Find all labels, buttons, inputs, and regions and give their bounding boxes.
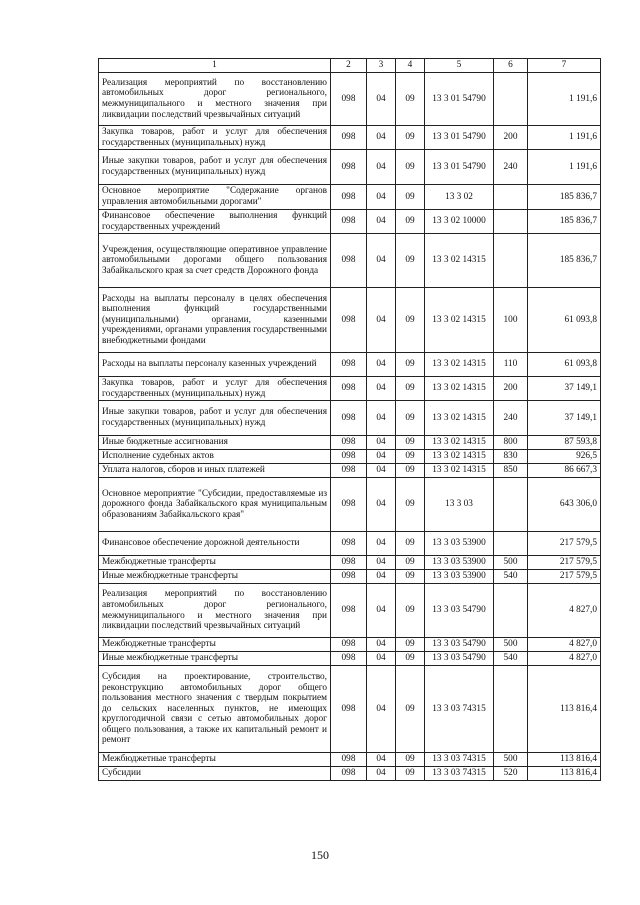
row-name-cell: Межбюджетные трансферты xyxy=(99,753,331,767)
row-name-cell: Основное мероприятие "Субсидии, предоставляемые из дорожного фонда Забайкальского края муниципальным образованиям Забайкальского края" xyxy=(99,478,331,532)
row-section-cell: 04 xyxy=(367,401,396,436)
row-code-cell: 098 xyxy=(331,652,367,666)
row-amount-cell: 217 579,5 xyxy=(528,570,601,584)
row-target-article-cell: 13 3 03 74315 xyxy=(425,753,494,767)
table-row xyxy=(99,478,601,532)
row-name-cell: Расходы на выплаты персоналу в целях обеспечения выполнения функций государственными (муниципальными) органами, казенными учреждениями, органами управления государственными внебюджетными фондами xyxy=(99,288,331,353)
header-col-6: 6 xyxy=(494,59,528,73)
row-section-cell: 04 xyxy=(367,666,396,753)
row-code-cell: 098 xyxy=(331,436,367,450)
row-name-cell: Субсидии xyxy=(99,767,331,781)
row-subsection-cell: 09 xyxy=(396,666,425,753)
table-row xyxy=(99,666,601,753)
row-expense-type-cell: 240 xyxy=(494,401,528,436)
table-row xyxy=(99,288,601,353)
row-expense-type-cell xyxy=(494,478,528,532)
row-code-cell: 098 xyxy=(331,767,367,781)
row-subsection-cell: 09 xyxy=(396,210,425,234)
row-section-cell: 04 xyxy=(367,652,396,666)
row-target-article-cell: 13 3 03 54790 xyxy=(425,584,494,638)
row-amount-cell: 87 593,8 xyxy=(528,436,601,450)
header-col-4: 4 xyxy=(396,59,425,73)
row-code-cell: 098 xyxy=(331,532,367,556)
row-target-article-cell: 13 3 01 54790 xyxy=(425,73,494,126)
table-row xyxy=(99,767,601,781)
page-number: 150 xyxy=(311,848,329,862)
row-subsection-cell: 09 xyxy=(396,638,425,652)
row-target-article-cell: 13 3 02 14315 xyxy=(425,234,494,288)
row-code-cell: 098 xyxy=(331,570,367,584)
table-row xyxy=(99,584,601,638)
row-target-article-cell: 13 3 02 14315 xyxy=(425,464,494,478)
row-section-cell: 04 xyxy=(367,478,396,532)
row-expense-type-cell xyxy=(494,185,528,210)
row-name-cell: Основное мероприятие "Содержание органов управления автомобильными дорогами" xyxy=(99,185,331,210)
row-subsection-cell: 09 xyxy=(396,73,425,126)
row-code-cell: 098 xyxy=(331,288,367,353)
row-target-article-cell: 13 3 02 14315 xyxy=(425,436,494,450)
row-expense-type-cell: 110 xyxy=(494,353,528,377)
table-row xyxy=(99,377,601,401)
row-subsection-cell: 09 xyxy=(396,767,425,781)
row-amount-cell: 1 191,6 xyxy=(528,73,601,126)
row-subsection-cell: 09 xyxy=(396,464,425,478)
row-expense-type-cell: 800 xyxy=(494,436,528,450)
row-code-cell: 098 xyxy=(331,478,367,532)
row-expense-type-cell: 540 xyxy=(494,570,528,584)
row-name-cell: Иные межбюджетные трансферты xyxy=(99,570,331,584)
row-name-cell: Иные бюджетные ассигнования xyxy=(99,436,331,450)
row-name-cell: Иные межбюджетные трансферты xyxy=(99,652,331,666)
row-name-cell: Закупка товаров, работ и услуг для обеспечения государственных (муниципальных) нужд xyxy=(99,126,331,150)
row-target-article-cell: 13 3 02 14315 xyxy=(425,401,494,436)
table-row xyxy=(99,353,601,377)
row-target-article-cell: 13 3 02 14315 xyxy=(425,450,494,464)
row-section-cell: 04 xyxy=(367,464,396,478)
row-target-article-cell: 13 3 02 10000 xyxy=(425,210,494,234)
row-subsection-cell: 09 xyxy=(396,584,425,638)
row-target-article-cell: 13 3 02 14315 xyxy=(425,288,494,353)
row-expense-type-cell: 500 xyxy=(494,753,528,767)
table-row xyxy=(99,150,601,185)
row-target-article-cell: 13 3 03 74315 xyxy=(425,767,494,781)
table-row xyxy=(99,570,601,584)
header-col-1: 1 xyxy=(99,59,331,73)
row-target-article-cell: 13 3 03 74315 xyxy=(425,666,494,753)
row-name-cell: Иные закупки товаров, работ и услуг для обеспечения государственных (муниципальных) нужд xyxy=(99,401,331,436)
row-section-cell: 04 xyxy=(367,150,396,185)
row-name-cell: Финансовое обеспечение дорожной деятельности xyxy=(99,532,331,556)
row-expense-type-cell: 200 xyxy=(494,126,528,150)
row-subsection-cell: 09 xyxy=(396,532,425,556)
row-name-cell: Исполнение судебных актов xyxy=(99,450,331,464)
row-code-cell: 098 xyxy=(331,353,367,377)
row-subsection-cell: 09 xyxy=(396,753,425,767)
row-amount-cell: 185 836,7 xyxy=(528,210,601,234)
row-section-cell: 04 xyxy=(367,210,396,234)
row-code-cell: 098 xyxy=(331,401,367,436)
row-expense-type-cell: 850 xyxy=(494,464,528,478)
table-row xyxy=(99,234,601,288)
row-code-cell: 098 xyxy=(331,234,367,288)
table-row xyxy=(99,753,601,767)
row-amount-cell: 4 827,0 xyxy=(528,584,601,638)
row-target-article-cell: 13 3 02 14315 xyxy=(425,377,494,401)
row-section-cell: 04 xyxy=(367,753,396,767)
row-section-cell: 04 xyxy=(367,584,396,638)
row-expense-type-cell xyxy=(494,234,528,288)
table-row xyxy=(99,210,601,234)
row-expense-type-cell: 500 xyxy=(494,638,528,652)
row-name-cell: Иные закупки товаров, работ и услуг для обеспечения государственных (муниципальных) нужд xyxy=(99,150,331,185)
row-section-cell: 04 xyxy=(367,377,396,401)
row-target-article-cell: 13 3 01 54790 xyxy=(425,126,494,150)
row-amount-cell: 61 093,8 xyxy=(528,353,601,377)
row-name-cell: Учреждения, осуществляющие оперативное управление автомобильными дорогами общего пользования Забайкальского края за счет средств Дорожного фонда xyxy=(99,234,331,288)
row-code-cell: 098 xyxy=(331,753,367,767)
row-expense-type-cell: 520 xyxy=(494,767,528,781)
row-section-cell: 04 xyxy=(367,288,396,353)
row-amount-cell: 113 816,4 xyxy=(528,767,601,781)
row-code-cell: 098 xyxy=(331,126,367,150)
row-amount-cell: 185 836,7 xyxy=(528,234,601,288)
row-section-cell: 04 xyxy=(367,556,396,570)
table-header xyxy=(99,59,601,73)
row-section-cell: 04 xyxy=(367,185,396,210)
row-section-cell: 04 xyxy=(367,73,396,126)
row-target-article-cell: 13 3 01 54790 xyxy=(425,150,494,185)
header-col-5: 5 xyxy=(425,59,494,73)
row-expense-type-cell xyxy=(494,210,528,234)
row-section-cell: 04 xyxy=(367,126,396,150)
row-code-cell: 098 xyxy=(331,464,367,478)
row-subsection-cell: 09 xyxy=(396,556,425,570)
row-code-cell: 098 xyxy=(331,584,367,638)
table-row xyxy=(99,73,601,126)
row-amount-cell: 643 306,0 xyxy=(528,478,601,532)
row-section-cell: 04 xyxy=(367,570,396,584)
row-expense-type-cell xyxy=(494,666,528,753)
table-row xyxy=(99,450,601,464)
row-code-cell: 098 xyxy=(331,556,367,570)
row-name-cell: Реализация мероприятий по восстановлению автомобильных дорог регионального, межмуниципального и местного значения при ликвидации последствий чрезвычайных ситуаций xyxy=(99,584,331,638)
row-section-cell: 04 xyxy=(367,353,396,377)
row-subsection-cell: 09 xyxy=(396,353,425,377)
row-target-article-cell: 13 3 03 54790 xyxy=(425,652,494,666)
row-target-article-cell: 13 3 03 53900 xyxy=(425,556,494,570)
row-name-cell: Закупка товаров, работ и услуг для обеспечения государственных (муниципальных) нужд xyxy=(99,377,331,401)
row-code-cell: 098 xyxy=(331,377,367,401)
row-subsection-cell: 09 xyxy=(396,652,425,666)
row-expense-type-cell: 500 xyxy=(494,556,528,570)
row-subsection-cell: 09 xyxy=(396,570,425,584)
row-subsection-cell: 09 xyxy=(396,288,425,353)
row-target-article-cell: 13 3 03 53900 xyxy=(425,570,494,584)
table-row xyxy=(99,652,601,666)
row-name-cell: Субсидия на проектирование, строительство, реконструкцию автомобильных дорог общего пользования местного значения с твердым покрытием до сельских населенных пунктов, не имеющих круглогодичной связи с сетью автомобильных дорог общего пользования, а также их капитальный ремонт и ремонт xyxy=(99,666,331,753)
row-amount-cell: 113 816,4 xyxy=(528,666,601,753)
row-section-cell: 04 xyxy=(367,234,396,288)
header-col-7: 7 xyxy=(528,59,601,73)
table-row xyxy=(99,126,601,150)
row-amount-cell: 37 149,1 xyxy=(528,377,601,401)
row-section-cell: 04 xyxy=(367,638,396,652)
row-expense-type-cell xyxy=(494,73,528,126)
row-expense-type-cell: 830 xyxy=(494,450,528,464)
row-amount-cell: 217 579,5 xyxy=(528,556,601,570)
row-amount-cell: 61 093,8 xyxy=(528,288,601,353)
row-section-cell: 04 xyxy=(367,436,396,450)
row-amount-cell: 1 191,6 xyxy=(528,150,601,185)
row-target-article-cell: 13 3 02 xyxy=(425,185,494,210)
row-expense-type-cell: 200 xyxy=(494,377,528,401)
row-amount-cell: 37 149,1 xyxy=(528,401,601,436)
row-subsection-cell: 09 xyxy=(396,234,425,288)
row-code-cell: 098 xyxy=(331,150,367,185)
row-name-cell: Межбюджетные трансферты xyxy=(99,556,331,570)
row-section-cell: 04 xyxy=(367,767,396,781)
row-section-cell: 04 xyxy=(367,532,396,556)
row-expense-type-cell xyxy=(494,532,528,556)
row-amount-cell: 1 191,6 xyxy=(528,126,601,150)
row-name-cell: Межбюджетные трансферты xyxy=(99,638,331,652)
row-name-cell: Уплата налогов, сборов и иных платежей xyxy=(99,464,331,478)
header-col-2: 2 xyxy=(331,59,367,73)
row-amount-cell: 185 836,7 xyxy=(528,185,601,210)
table-row xyxy=(99,638,601,652)
row-subsection-cell: 09 xyxy=(396,401,425,436)
row-code-cell: 098 xyxy=(331,73,367,126)
row-name-cell: Расходы на выплаты персоналу казенных учреждений xyxy=(99,353,331,377)
row-code-cell: 098 xyxy=(331,210,367,234)
row-amount-cell: 113 816,4 xyxy=(528,753,601,767)
table-row xyxy=(99,464,601,478)
row-subsection-cell: 09 xyxy=(396,377,425,401)
row-amount-cell: 86 667,3 xyxy=(528,464,601,478)
row-code-cell: 098 xyxy=(331,450,367,464)
row-subsection-cell: 09 xyxy=(396,126,425,150)
row-amount-cell: 217 579,5 xyxy=(528,532,601,556)
header-col-3: 3 xyxy=(367,59,396,73)
row-amount-cell: 926,5 xyxy=(528,450,601,464)
table-body xyxy=(99,73,601,781)
row-code-cell: 098 xyxy=(331,638,367,652)
row-subsection-cell: 09 xyxy=(396,150,425,185)
row-subsection-cell: 09 xyxy=(396,436,425,450)
row-target-article-cell: 13 3 02 14315 xyxy=(425,353,494,377)
row-subsection-cell: 09 xyxy=(396,185,425,210)
table-row xyxy=(99,532,601,556)
row-subsection-cell: 09 xyxy=(396,478,425,532)
table-row xyxy=(99,436,601,450)
budget-table xyxy=(98,58,601,781)
table-row xyxy=(99,185,601,210)
row-target-article-cell: 13 3 03 53900 xyxy=(425,532,494,556)
header-row xyxy=(99,59,601,73)
row-expense-type-cell xyxy=(494,584,528,638)
table-row xyxy=(99,556,601,570)
table-row xyxy=(99,401,601,436)
row-code-cell: 098 xyxy=(331,185,367,210)
row-subsection-cell: 09 xyxy=(396,450,425,464)
row-amount-cell: 4 827,0 xyxy=(528,652,601,666)
row-code-cell: 098 xyxy=(331,666,367,753)
row-expense-type-cell: 100 xyxy=(494,288,528,353)
row-name-cell: Реализация мероприятий по восстановлению автомобильных дорог регионального, межмуниципального и местного значения при ликвидации последствий чрезвычайных ситуаций xyxy=(99,73,331,126)
row-expense-type-cell: 240 xyxy=(494,150,528,185)
row-amount-cell: 4 827,0 xyxy=(528,638,601,652)
row-expense-type-cell: 540 xyxy=(494,652,528,666)
row-name-cell: Финансовое обеспечение выполнения функций государственных учреждений xyxy=(99,210,331,234)
row-target-article-cell: 13 3 03 54790 xyxy=(425,638,494,652)
row-section-cell: 04 xyxy=(367,450,396,464)
row-target-article-cell: 13 3 03 xyxy=(425,478,494,532)
